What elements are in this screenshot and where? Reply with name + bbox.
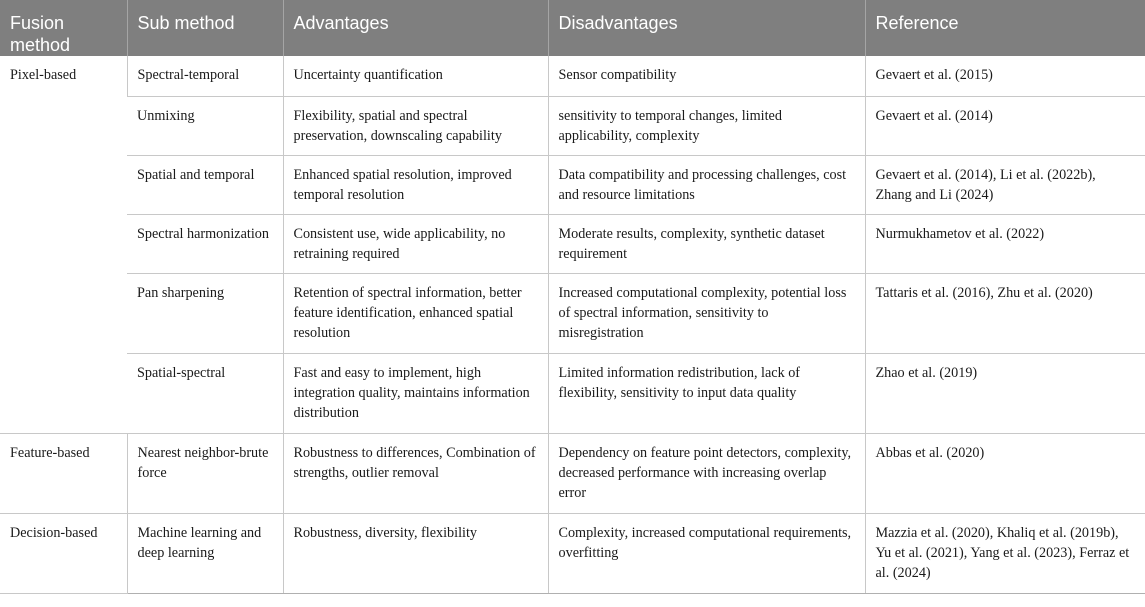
sub-method-cell: Spatial and temporal [127,155,283,214]
reference-cell: Gevaert et al. (2015) [865,56,1145,96]
reference-cell: Gevaert et al. (2014), Li et al. (2022b), Zhang and Li (2024) [865,155,1145,214]
header-fusion-method: Fusion method [0,0,127,56]
disadvantages-cell: Complexity, increased computational requirements, overfitting [548,513,865,593]
sub-method-cell: Machine learning and deep learning [127,513,283,593]
reference-cell: Abbas et al. (2020) [865,433,1145,513]
sub-method-cell: Pan sharpening [127,273,283,353]
header-advantages: Advantages [283,0,548,56]
disadvantages-cell: Dependency on feature point detectors, complexity, decreased performance with increasing overlap error [548,433,865,513]
advantages-cell: Flexibility, spatial and spectral preservation, downscaling capability [283,96,548,155]
disadvantages-cell: Increased computational complexity, potential loss of spectral information, sensitivity to misregistration [548,273,865,353]
reference-cell: Zhao et al. (2019) [865,353,1145,433]
table-row [0,433,1145,513]
advantages-cell: Consistent use, wide applicability, no retraining required [283,214,548,273]
sub-method-cell: Nearest neighbor-brute force [127,433,283,513]
table-row [0,56,1145,96]
reference-cell: Nurmukhametov et al. (2022) [865,214,1145,273]
sub-method-cell: Unmixing [127,96,283,155]
reference-cell: Tattaris et al. (2016), Zhu et al. (2020) [865,273,1145,353]
advantages-cell: Robustness, diversity, flexibility [283,513,548,593]
reference-cell: Gevaert et al. (2014) [865,96,1145,155]
sub-method-cell: Spectral-temporal [127,56,283,96]
advantages-cell: Robustness to differences, Combination of strengths, outlier removal [283,433,548,513]
fusion-method-cell: Decision-based [0,513,127,593]
sub-method-cell: Spectral harmonization [127,214,283,273]
header-disadvantages: Disadvantages [548,0,865,56]
table-row [0,273,1145,353]
header-row [0,0,1145,56]
header-reference: Reference [865,0,1145,56]
advantages-cell: Retention of spectral information, better feature identification, enhanced spatial resolution [283,273,548,353]
fusion-method-cell: Feature-based [0,433,127,513]
table-row [0,513,1145,593]
table-row [0,96,1145,155]
disadvantages-cell: Limited information redistribution, lack of flexibility, sensitivity to input data quality [548,353,865,433]
sub-method-cell: Spatial-spectral [127,353,283,433]
header-sub-method: Sub method [127,0,283,56]
reference-cell: Mazzia et al. (2020), Khaliq et al. (2019b), Yu et al. (2021), Yang et al. (2023), Ferraz et al. (2024) [865,513,1145,593]
disadvantages-cell: Moderate results, complexity, synthetic dataset requirement [548,214,865,273]
advantages-cell: Enhanced spatial resolution, improved temporal resolution [283,155,548,214]
disadvantages-cell: Sensor compatibility [548,56,865,96]
disadvantages-cell: sensitivity to temporal changes, limited applicability, complexity [548,96,865,155]
table-row [0,214,1145,273]
table-row [0,353,1145,433]
advantages-cell: Fast and easy to implement, high integration quality, maintains information distribution [283,353,548,433]
fusion-method-cell: Pixel-based [0,56,127,433]
disadvantages-cell: Data compatibility and processing challenges, cost and resource limitations [548,155,865,214]
advantages-cell: Uncertainty quantification [283,56,548,96]
table-row [0,155,1145,214]
